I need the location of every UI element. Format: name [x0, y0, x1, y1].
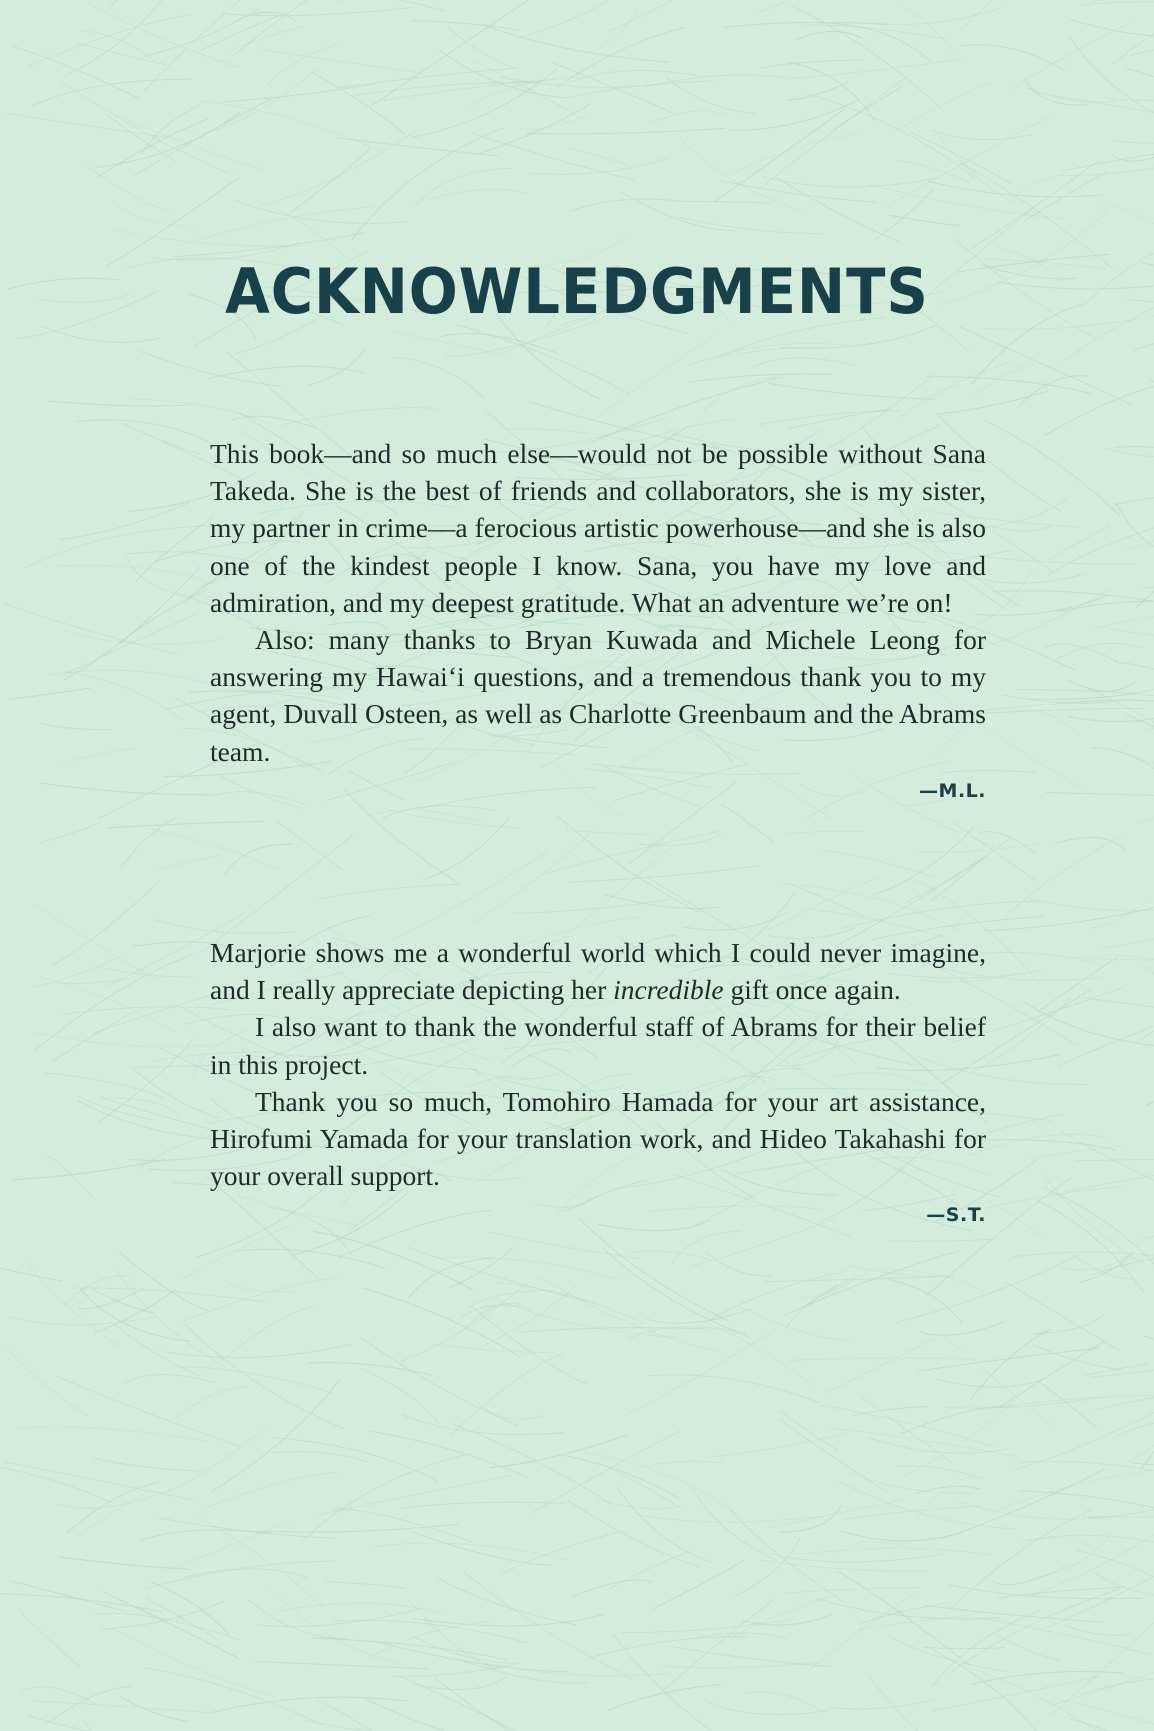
page-title: ACKNOWLEDGMENTS [225, 255, 929, 328]
st-paragraph-2: I also want to thank the wonderful staff of Abrams for their belief in this project. [210, 1011, 986, 1080]
st-signature: —S.T. [926, 1204, 986, 1227]
st-paragraph-1-end: gift once again. [723, 974, 901, 1006]
acknowledgment-st [210, 934, 986, 1230]
st-paragraph-1-start: Marjorie shows me a wonderful world which I could never imagine, and I really appreciate depicting her [210, 937, 986, 1006]
st-paragraph-3: Thank you so much, Tomohiro Hamada for your art assistance, Hirofumi Yamada for your translation work, and Hideo Takahashi for your overall support. [210, 1085, 986, 1192]
ml-signature: —M.L. [919, 779, 986, 802]
ml-paragraph-2: Also: many thanks to Bryan Kuwada and Michele Leong for answering my Hawai‘i questions, and a tremendous thank you to my agent, Duvall Osteen, as well as Charlotte Greenbaum and the Abrams team. [210, 624, 986, 767]
ml-paragraph-1: This book—and so much else—would not be possible without Sana Takeda. She is the best of friends and collaborators, she is my sister, my partner in crime—a ferocious artistic powerhouse—and she is also one of the kindest people I know. Sana, you have my love and admiration, and my deepest gratitude. What an adventure we’re on! [210, 438, 986, 618]
st-emphasis-word: incredible [613, 974, 724, 1006]
acknowledgment-ml [210, 435, 986, 806]
st-paragraph-1 [210, 934, 986, 1008]
